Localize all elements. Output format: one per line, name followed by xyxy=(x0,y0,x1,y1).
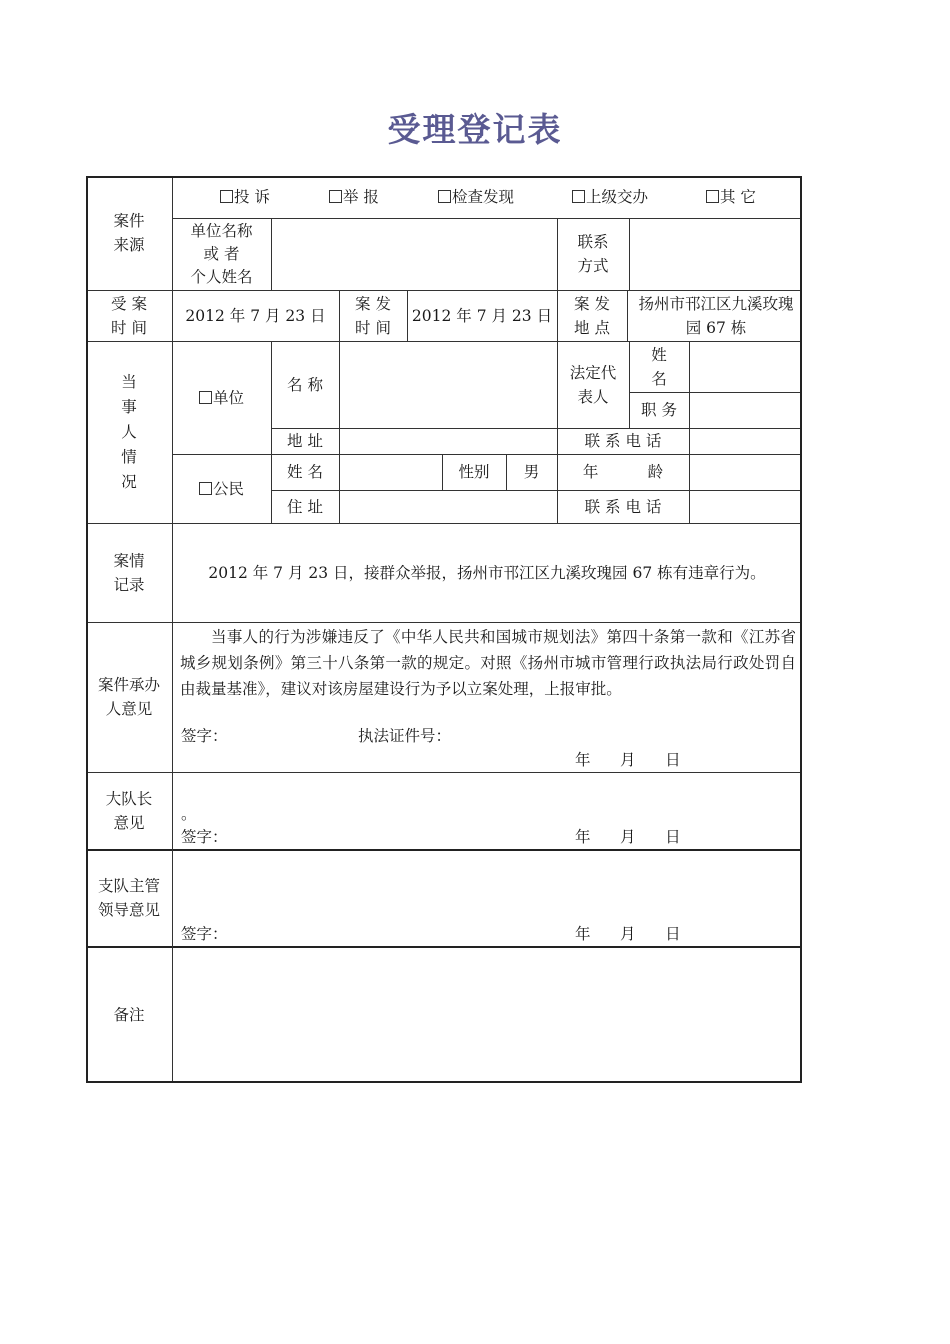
checkbox-icon xyxy=(706,190,719,203)
citizen-name-label: 姓 名 xyxy=(287,463,323,481)
leader-date-label: 年 月 日 xyxy=(575,925,681,943)
rep-title-label: 职 务 xyxy=(641,401,677,419)
option-complaint[interactable]: 投 诉 xyxy=(220,185,340,209)
residence-field[interactable] xyxy=(340,491,557,523)
checkbox-icon xyxy=(438,190,451,203)
option-superior-referral[interactable]: 上级交办 xyxy=(572,185,682,209)
handler-date-label: 年 月 日 xyxy=(575,751,681,769)
residence-label: 住 址 xyxy=(287,497,323,516)
gender-label: 性别 xyxy=(458,463,490,481)
handler-opinion-label: 案件承办 人意见 xyxy=(97,676,160,718)
contact-label: 联系 方式 xyxy=(577,233,609,275)
handler-sign-label: 签字： xyxy=(181,727,228,745)
registration-table xyxy=(86,176,802,1083)
captain-sign-label: 签字： xyxy=(181,828,228,846)
accept-time-value[interactable]: 2012 年 7 月 23 日 xyxy=(185,306,326,325)
option-citizen[interactable]: 公民 xyxy=(172,454,271,523)
checkbox-icon xyxy=(220,190,233,203)
leader-sign-label: 签字： xyxy=(181,925,228,943)
unit-phone-label: 联 系 电 话 xyxy=(584,432,662,450)
rep-title-field[interactable] xyxy=(690,393,802,428)
option-report[interactable]: 举 报 xyxy=(329,185,429,209)
remark-field[interactable] xyxy=(173,948,800,1081)
checkbox-icon xyxy=(572,190,585,203)
citizen-phone-field[interactable] xyxy=(690,491,802,523)
captain-opinion-text[interactable]: 。 xyxy=(181,805,197,823)
unit-phone-field[interactable] xyxy=(690,429,802,454)
citizen-name-field[interactable] xyxy=(340,455,442,490)
accept-time-label: 受 案 时 间 xyxy=(111,294,147,337)
remark-label: 备注 xyxy=(113,1005,145,1024)
leader-opinion-label: 支队主管 领导意见 xyxy=(97,876,160,919)
handler-opinion-text[interactable]: 当事人的行为涉嫌违反了《中华人民共和国城市规划法》第四十条第一款和《江苏省城乡规划条例》第三十八条第一款的规定。对照《扬州市城市管理行政执法局行政处罚自由裁量基准》，建议对该房屋建设行为予以立案处理，上报审批。 xyxy=(180,628,796,698)
place-value[interactable]: 扬州市邗江区九溪玫瑰园 67 栋 xyxy=(638,294,794,337)
case-record-text[interactable]: 2012 年 7 月 23 日，接群众举报，扬州市邗江区九溪玫瑰园 67 栋有违章行为。 xyxy=(208,563,766,582)
occur-time-label: 案 发 时 间 xyxy=(355,294,391,337)
occur-time-value[interactable]: 2012 年 7 月 23 日 xyxy=(411,306,553,325)
checkbox-icon xyxy=(199,482,212,495)
option-inspection[interactable]: 检查发现 xyxy=(438,185,548,209)
contact-field[interactable] xyxy=(630,219,802,290)
form-title: 受理登记表 xyxy=(387,110,563,149)
age-field[interactable] xyxy=(690,455,802,490)
captain-date-label: 年 月 日 xyxy=(575,828,681,846)
legal-rep-label: 法定代 表人 xyxy=(569,363,617,406)
place-label: 案 发 地 点 xyxy=(574,294,610,337)
case-record-label: 案情 记录 xyxy=(113,551,145,594)
case-source-label: 案件 来源 xyxy=(113,212,145,254)
unit-name-label: 名 称 xyxy=(287,375,323,394)
unit-or-person-field[interactable] xyxy=(272,219,557,290)
unit-address-label: 地 址 xyxy=(287,432,323,450)
age-label: 年 龄 xyxy=(582,463,664,481)
rep-name-field[interactable] xyxy=(690,342,802,392)
rep-name-label: 姓 名 xyxy=(651,345,667,388)
party-label: 当 事 人 情 况 xyxy=(121,372,137,491)
unit-address-field[interactable] xyxy=(340,429,557,454)
cert-number-label: 执法证件号： xyxy=(358,727,452,745)
option-other[interactable]: 其 它 xyxy=(706,185,796,209)
checkbox-icon xyxy=(199,391,212,404)
checkbox-icon xyxy=(329,190,342,203)
gender-value[interactable]: 男 xyxy=(523,463,540,481)
citizen-phone-label: 联 系 电 话 xyxy=(584,497,662,516)
unit-name-field[interactable] xyxy=(340,342,557,428)
unit-or-person-label: 单位名称 或 者 个人姓名 xyxy=(190,221,253,286)
captain-opinion-label: 大队长 意见 xyxy=(105,789,153,832)
option-unit[interactable]: 单位 xyxy=(172,341,271,454)
